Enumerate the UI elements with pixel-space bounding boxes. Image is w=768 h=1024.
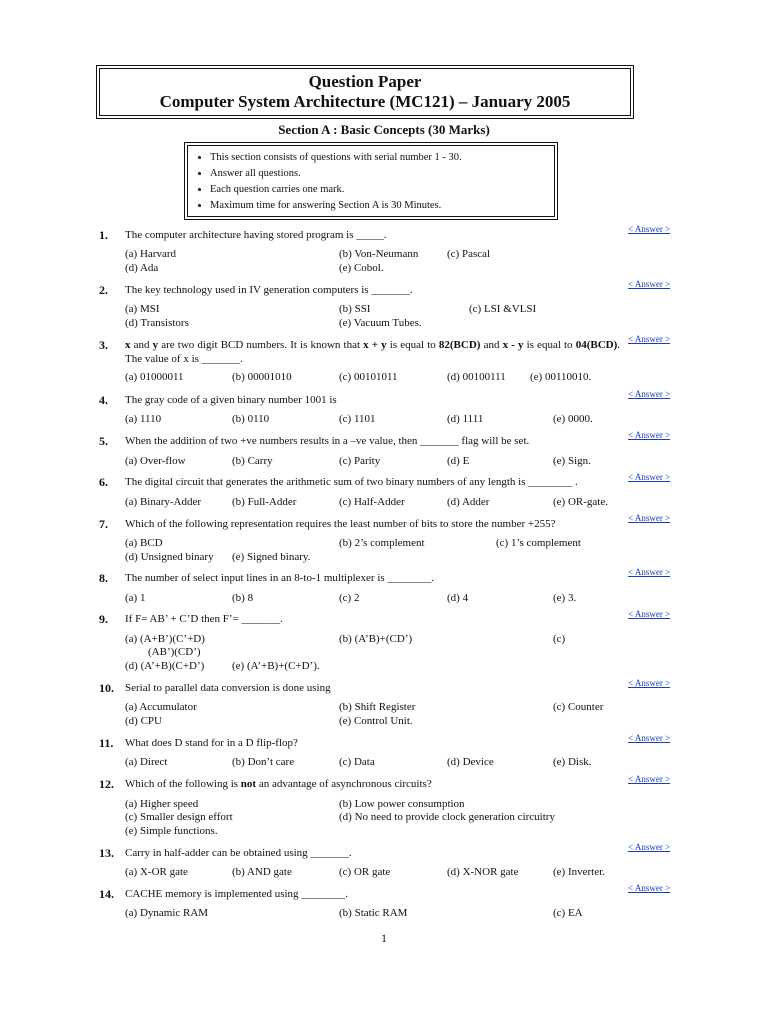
option: (c) Half-Adder [339,496,405,508]
option: (c) LSI &VLSI [469,303,537,315]
option: (c) Smaller design effort [125,811,233,823]
option: (a) Over-flow [125,455,186,467]
option: (e) 0000. [553,413,593,425]
question-number: 4. [99,393,108,407]
option: (c) 00101011 [339,371,398,383]
option: (e) OR-gate. [553,496,608,508]
option-continued: (AB’)(CD’) [148,646,201,658]
question-text: What does D stand for in a D flip-flop? [125,737,298,749]
option: (d) No need to provide clock generation circuitry [339,811,555,823]
answer-link[interactable]: < Answer > [628,883,671,893]
question-text: Serial to parallel data conversion is done using [125,682,331,694]
question-text: CACHE memory is implemented using ________. [125,888,349,900]
question-number: 10. [99,681,114,695]
question-number: 1. [99,228,108,242]
option: (b) Low power consumption [339,798,465,810]
option: (c) Parity [339,455,381,467]
option: (b) 2’s complement [339,537,425,549]
option: (b) Full-Adder [232,496,297,508]
option: (e) Vacuum Tubes. [339,317,422,329]
question-number: 8. [99,571,108,585]
question-number: 14. [99,887,114,901]
option: (d) Device [447,756,494,768]
question-number: 13. [99,846,114,860]
option: (d) X-NOR gate [447,866,519,878]
question-text: If F= AB’ + C’D then F’= _______. [125,613,283,625]
option: (e) Signed binary. [232,551,311,563]
answer-link[interactable]: < Answer > [628,567,671,577]
answer-link[interactable]: < Answer > [628,430,671,440]
option: (b) Shift Register [339,701,416,713]
option: (c) Pascal [447,248,491,260]
question-number: 5. [99,434,108,448]
page-number: 1 [381,931,387,945]
answer-link[interactable]: < Answer > [628,224,671,234]
option: (c) Counter [553,701,604,713]
option: (c) 1’s complement [496,537,581,549]
question-number: 9. [99,612,108,626]
section-heading: Section A : Basic Concepts (30 Marks) [278,122,490,137]
option: (c) Data [339,756,375,768]
instruction-item: • This section consists of questions with serial number 1 - 30. [210,150,554,166]
option: (a) Direct [125,756,168,768]
option: (a) 1110 [125,413,162,425]
option: (b) SSI [339,303,371,315]
option: (c) 1101 [339,413,376,425]
question-text: The digital circuit that generates the arithmetic sum of two binary numbers of any length is ________ . [125,476,578,488]
answer-link[interactable]: < Answer > [628,334,671,344]
question-text: The key technology used in IV generation computers is _______. [125,284,413,296]
option: (d) Transistors [125,317,189,329]
option: (a) Higher speed [125,798,199,810]
option: (e) Simple functions. [125,825,218,837]
question-number: 2. [99,283,108,297]
question-number: 7. [99,517,108,531]
option: (b) 0110 [232,413,270,425]
option: (e) 3. [553,592,577,604]
option: (d) E [447,455,470,467]
question-text: Which of the following representation requires the least number of bits to store the number +255? [125,518,556,530]
page-subtitle: Computer System Architecture (MC121) – January 2005 [159,92,571,111]
option: (b) (A’B)+(CD’) [339,633,413,645]
option: (d) CPU [125,715,162,727]
option: (d) Unsigned binary [125,551,214,563]
option: (d) (A’+B)(C+D’) [125,660,205,672]
option: (e) Sign. [553,455,591,467]
instructions-box [187,145,555,217]
option: (a) Accumulator [125,701,197,713]
question-text: x and y are two digit BCD numbers. It is known that x + y is equal to 82(BCD) and x - y is equal to 04(BCD). The value of x is _______. [125,339,620,365]
option: (e) Disk. [553,756,592,768]
option: (b) Carry [232,455,273,467]
question-number: 11. [99,736,114,750]
option: (a) Binary-Adder [125,496,202,508]
answer-link[interactable]: < Answer > [628,678,671,688]
question-text: Which of the following is not an advantage of asynchronous circuits? [125,778,432,790]
option: (b) 00001010 [232,371,292,383]
question-number: 3. [99,338,108,352]
answer-link[interactable]: < Answer > [628,472,671,482]
option: (a) (A+B’)(C’+D) [125,633,205,645]
page-title: Question Paper [308,72,422,91]
question-number: 12. [99,777,114,791]
question-text: The number of select input lines in an 8-to-1 multiplexer is ________. [125,572,435,584]
option: (b) 8 [232,592,254,604]
title-box [99,68,631,116]
option: (c) EA [553,907,583,919]
instruction-item: • Answer all questions. [210,166,554,182]
question-text: The computer architecture having stored program is _____. [125,229,387,241]
option: (a) X-OR gate [125,866,188,878]
answer-link[interactable]: < Answer > [628,609,671,619]
answer-link[interactable]: < Answer > [628,513,671,523]
option: (b) Don’t care [232,756,295,768]
option: (b) Static RAM [339,907,408,919]
answer-link[interactable]: < Answer > [628,389,671,399]
answer-link[interactable]: < Answer > [628,842,671,852]
option: (b) Von-Neumann [339,248,419,260]
option: (e) (A’+B)+(C+D’). [232,660,320,672]
option: (e) Inverter. [553,866,605,878]
question-text: The gray code of a given binary number 1001 is [125,394,337,406]
question-text: Carry in half-adder can be obtained using _______. [125,847,352,859]
option: (b) AND gate [232,866,292,878]
option: (c) [553,633,566,645]
option: (a) Harvard [125,248,176,260]
option: (a) Dynamic RAM [125,907,209,919]
instruction-item: • Maximum time for answering Section A is 30 Minutes. [210,198,554,214]
option: (e) Cobol. [339,262,384,274]
option: (c) 2 [339,592,360,604]
question-text: When the addition of two +ve numbers results in a –ve value, then _______ flag will be set. [125,435,530,447]
option: (a) BCD [125,537,163,549]
question-number: 6. [99,475,108,489]
option: (d) Ada [125,262,159,274]
option: (d) 4 [447,592,469,604]
option: (c) OR gate [339,866,391,878]
instruction-item: • Each question carries one mark. [210,182,554,198]
answer-link[interactable]: < Answer > [628,733,671,743]
option: (a) 1 [125,592,146,604]
option: (d) Adder [447,496,490,508]
answer-link[interactable]: < Answer > [628,774,671,784]
option: (d) 00100111 [447,371,506,383]
option: (d) 1111 [447,413,484,425]
option: (a) 01000011 [125,371,184,383]
option: (e) Control Unit. [339,715,413,727]
option: (e) 00110010. [530,371,592,383]
answer-link[interactable]: < Answer > [628,279,671,289]
option: (a) MSI [125,303,160,315]
